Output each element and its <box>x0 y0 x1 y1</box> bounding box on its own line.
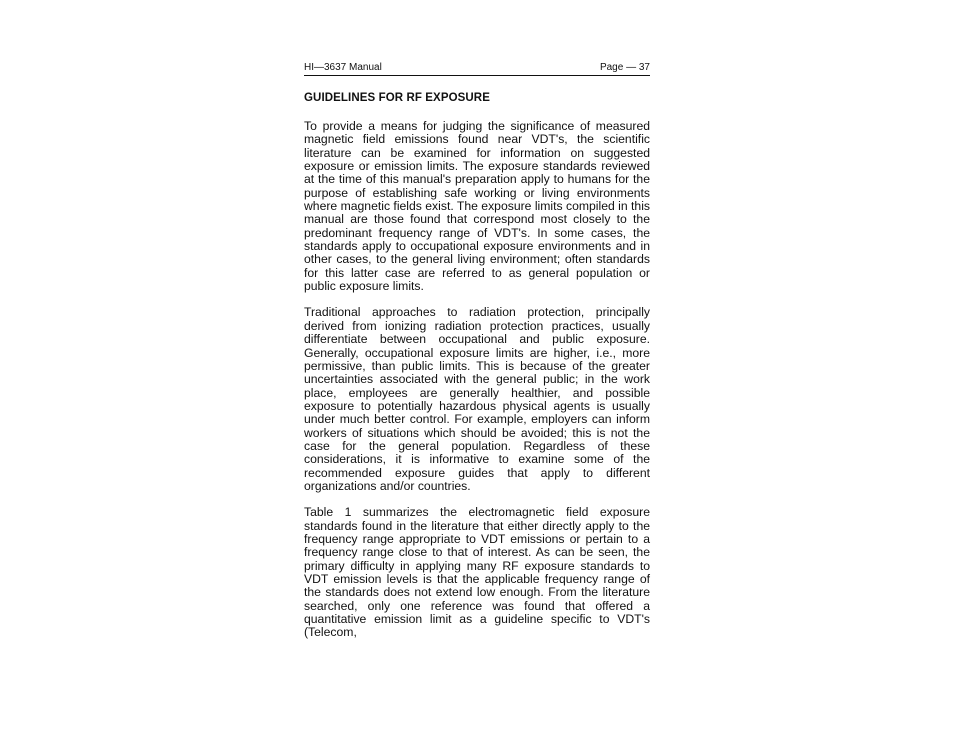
manual-page <box>304 61 650 640</box>
page-number: Page — 37 <box>599 62 650 73</box>
section-heading: GUIDELINES FOR RF EXPOSURE <box>304 92 490 104</box>
manual-title: HI—3637 Manual <box>304 62 382 73</box>
paragraph-3: Table 1 summarizes the electromagnetic field exposure standards found in the literature that either directly apply to the frequency range appropriate to VDT emissions or pertain to a frequency range close to that of interest. As can be seen, the primary difficulty in applying many RF exposure standards to VDT emission levels is that the applicable frequency range of the standards does not extend low enough. From the literature searched, only one reference was found that offered a quantitative emission limit as a guideline specific to VDT's (Telecom, <box>304 505 650 640</box>
paragraph-2: Traditional approaches to radiation protection, principally derived from ionizing radiation protection practices, usually differentiate between occupational and public exposure. Generally, occupational exposure limits are higher, i.e., more permissive, than public limits. This is because of the greater uncertainties associated with the general public; in the work place, employees are generally healthier, and possible exposure to potentially hazardous physical agents is usually under much better control. For example, employers can inform workers of situations which should be avoided; this is not the case for the general population. Regardless of these considerations, it is informative to examine some of the recommended exposure guides that apply to different organizations and/or countries. <box>304 305 650 493</box>
page-header <box>304 61 650 76</box>
paragraph-1: To provide a means for judging the significance of measured magnetic field emissions found near VDT's, the scientific literature can be examined for information on suggested exposure or emission limits. The exposure standards reviewed at the time of this manual's preparation apply to humans for the purpose of establishing safe working or living environments where magnetic fields exist. The exposure limits compiled in this manual are those found that correspond most closely to the predominant frequency range of VDT's. In some cases, the standards apply to occupational exposure environments and in other cases, to the general living environment; often standards for this latter case are referred to as general population or public exposure limits. <box>304 119 650 294</box>
